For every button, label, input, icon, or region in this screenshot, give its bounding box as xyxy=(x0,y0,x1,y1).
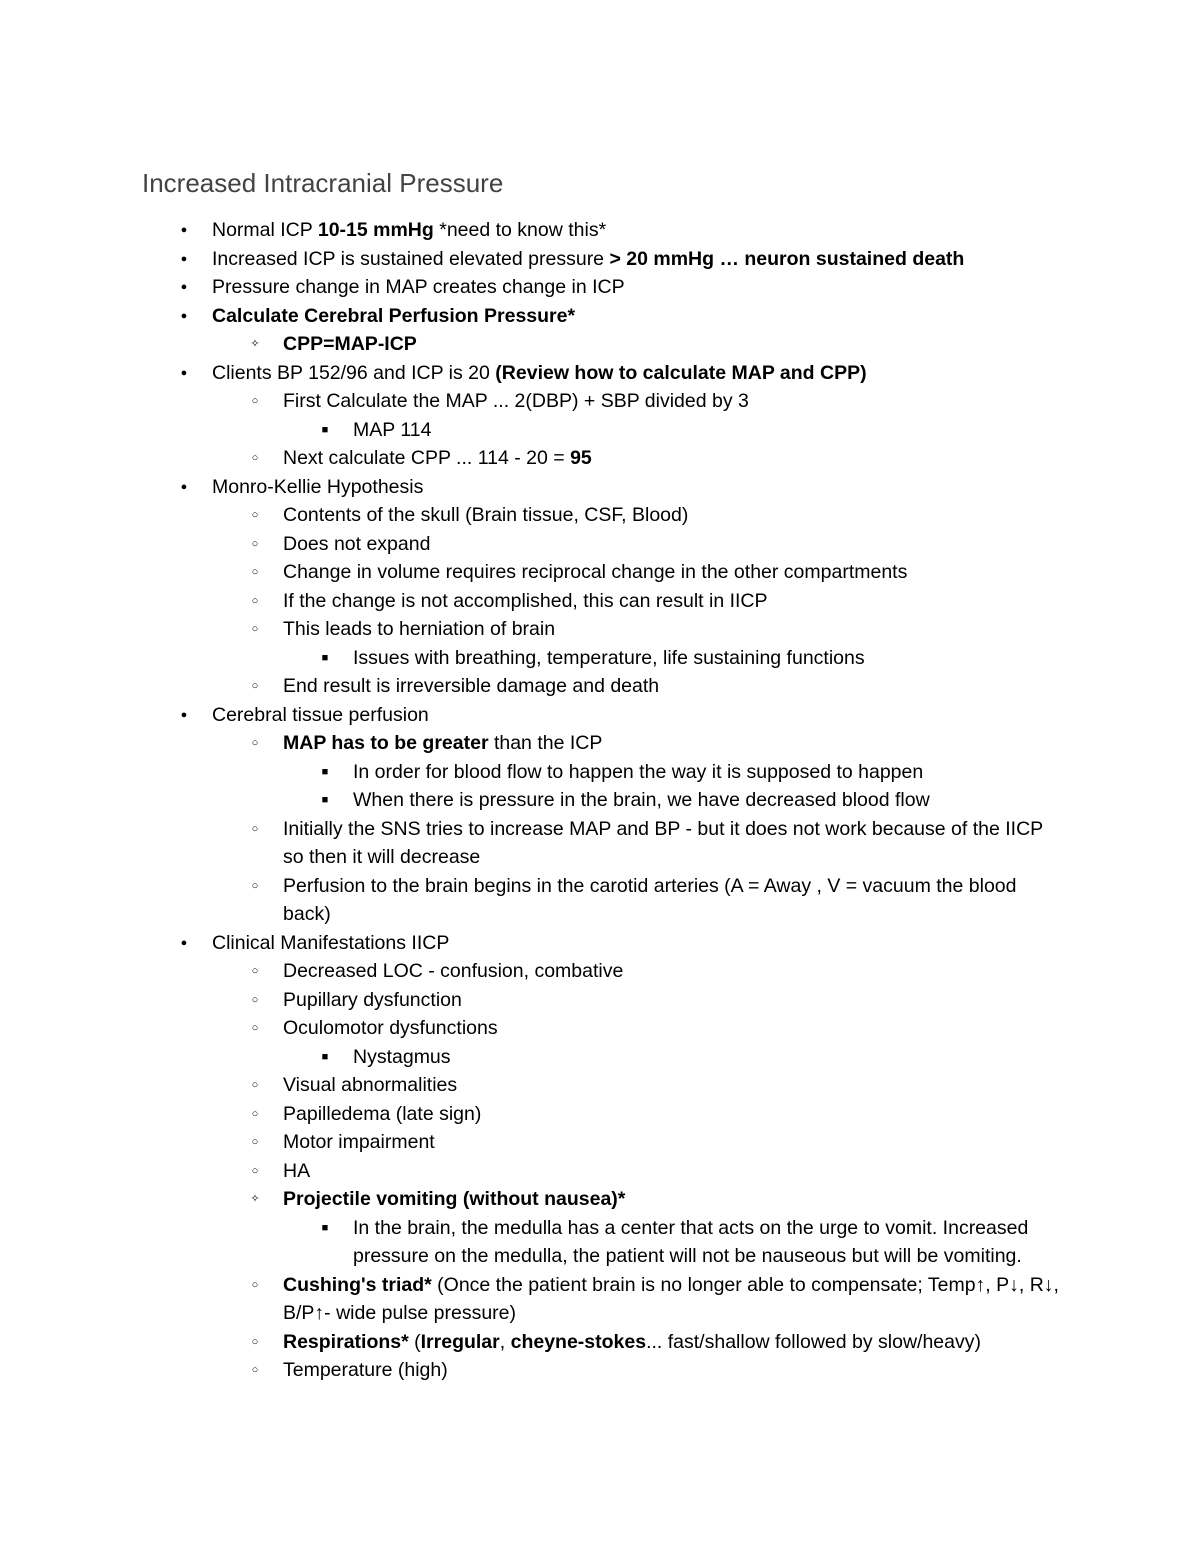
list-item-level-1 xyxy=(0,1271,1200,1328)
text: Clients BP 152/96 and ICP is 20 xyxy=(212,361,496,384)
list-item-level-1 xyxy=(0,1328,1200,1357)
list-item-level-2 xyxy=(0,786,1200,815)
text: Perfusion to the brain begins in the carotid arteries (A = Away , V = vacuum the blood back) xyxy=(283,874,1017,925)
text: ... fast/shallow followed by slow/heavy) xyxy=(646,1330,981,1353)
list-item-level-0 xyxy=(0,245,1200,274)
list-item-level-1 xyxy=(0,615,1200,644)
bullet-icon: ○ xyxy=(251,1022,259,1034)
bullet-icon: ● xyxy=(180,480,188,493)
bold-text: MAP has to be greater xyxy=(283,732,489,754)
text: Temperature (high) xyxy=(283,1359,448,1381)
list-item-level-1 xyxy=(0,1014,1200,1043)
text: , xyxy=(499,1330,511,1353)
bullet-icon: ■ xyxy=(321,1050,329,1063)
text: Papilledema (late sign) xyxy=(283,1102,482,1125)
text: Pressure change in MAP creates change in ICP xyxy=(212,276,625,298)
bullet-icon: ○ xyxy=(251,1164,259,1177)
bold-text: CPP=MAP-ICP xyxy=(283,333,417,355)
text: If the change is not accomplished, this can result in IICP xyxy=(283,589,768,612)
list-item-level-1 xyxy=(0,1356,1200,1385)
bullet-icon: ○ xyxy=(251,537,259,550)
text: (Once the patient brain is no longer able to compensate; Temp↑, P↓, R↓, B/P↑- wide pulse pressure) xyxy=(283,1273,1059,1324)
list-item-level-1 xyxy=(0,872,1200,929)
bullet-icon: ○ xyxy=(251,509,259,521)
text: Monro-Kellie Hypothesis xyxy=(212,475,424,498)
bold-text: 10-15 mmHg xyxy=(317,219,434,241)
bullet-icon: ○ xyxy=(251,1136,259,1148)
list-item-level-1 xyxy=(0,587,1200,616)
bullet-icon: ○ xyxy=(251,993,259,1006)
text: Initially the SNS tries to increase MAP and BP - but it does not work because of the IICP so then it will decrease xyxy=(283,817,1043,868)
list-item-level-1 xyxy=(0,558,1200,587)
list-item-level-0 xyxy=(0,273,1200,302)
list-item-level-1 xyxy=(0,1185,1200,1214)
text: than the ICP xyxy=(488,732,603,754)
text: Pupillary dysfunction xyxy=(283,988,462,1011)
bullet-icon: ○ xyxy=(251,1107,259,1120)
bullet-icon: ● xyxy=(180,366,188,379)
list-item-level-1 xyxy=(0,330,1200,359)
text: In the brain, the medulla has a center that acts on the urge to vomit. Increased pressure on the medulla, the patient will not be nauseous but will be vomiting. xyxy=(353,1216,1029,1267)
text: Visual abnormalities xyxy=(283,1074,458,1096)
list-item-level-1 xyxy=(0,815,1200,872)
bold-text: Cushing's triad* xyxy=(283,1273,432,1296)
bullet-icon: ○ xyxy=(251,395,259,407)
list-item-level-2 xyxy=(0,1214,1200,1271)
list-item-level-2 xyxy=(0,416,1200,445)
list-item-level-0 xyxy=(0,929,1200,958)
list-item-level-1 xyxy=(0,501,1200,530)
bold-text: > 20 mmHg … neuron sustained death xyxy=(609,247,965,270)
list-item-level-0 xyxy=(0,216,1200,245)
list-item-level-1 xyxy=(0,530,1200,559)
text: This leads to herniation of brain xyxy=(283,618,556,640)
list-item-level-1 xyxy=(0,672,1200,701)
bullet-icon: ○ xyxy=(251,566,259,578)
bullet-icon: ○ xyxy=(251,1278,259,1291)
bullet-icon: ● xyxy=(180,936,188,949)
text: Contents of the skull (Brain tissue, CSF, Blood) xyxy=(283,504,689,526)
text: Nystagmus xyxy=(353,1045,451,1068)
bold-text: cheyne-stokes xyxy=(510,1330,647,1353)
bullet-icon: ■ xyxy=(321,1221,329,1234)
text: Increased ICP is sustained elevated pressure xyxy=(212,247,610,270)
bullet-icon: ○ xyxy=(251,594,259,607)
bullet-icon: ● xyxy=(180,252,188,265)
page-title: Increased Intracranial Pressure xyxy=(142,168,504,198)
bold-text: Irregular xyxy=(420,1330,500,1353)
text: Oculomotor dysfunctions xyxy=(283,1017,498,1039)
bullet-icon: ○ xyxy=(251,879,259,892)
list-item-level-1 xyxy=(0,1071,1200,1100)
bold-text: Calculate Cerebral Perfusion Pressure* xyxy=(212,304,576,327)
bold-text: Respirations* xyxy=(283,1330,409,1353)
text: Clinical Manifestations IICP xyxy=(212,931,450,954)
text: Next calculate CPP ... 114 - 20 = xyxy=(283,447,571,469)
text: First Calculate the MAP ... 2(DBP) + SBP divided by 3 xyxy=(283,390,749,412)
text: MAP 114 xyxy=(353,418,432,441)
text: *need to know this* xyxy=(433,219,607,241)
text: Cerebral tissue perfusion xyxy=(212,703,429,726)
list-item-level-1 xyxy=(0,444,1200,473)
list-item-level-1 xyxy=(0,729,1200,758)
bullet-icon: ○ xyxy=(251,822,259,835)
text: Motor impairment xyxy=(283,1131,435,1153)
list-item-level-1 xyxy=(0,1128,1200,1157)
list-item-level-0 xyxy=(0,302,1200,331)
text: End result is irreversible damage and death xyxy=(283,675,660,697)
bullet-icon: ○ xyxy=(251,965,259,977)
bullet-icon: ○ xyxy=(251,1079,259,1091)
list-item-level-1 xyxy=(0,1100,1200,1129)
bullet-icon: ● xyxy=(180,224,188,236)
text: Decreased LOC - confusion, combative xyxy=(283,960,624,982)
bullet-icon: ● xyxy=(180,309,188,322)
list-item-level-1 xyxy=(0,387,1200,416)
list-item-level-2 xyxy=(0,1043,1200,1072)
bullet-icon: ■ xyxy=(321,794,329,806)
list-item-level-1 xyxy=(0,1157,1200,1186)
text: Does not expand xyxy=(283,532,431,555)
text: Normal ICP xyxy=(212,219,318,241)
bullet-icon: ○ xyxy=(251,1335,259,1348)
bullet-icon: ■ xyxy=(321,423,329,436)
list-item-level-0 xyxy=(0,359,1200,388)
list-item-level-1 xyxy=(0,957,1200,986)
bullet-icon: ■ xyxy=(321,765,329,778)
bullet-icon: ● xyxy=(180,281,188,293)
text: In order for blood flow to happen the way it is supposed to happen xyxy=(353,760,924,783)
bullet-icon: ○ xyxy=(251,1364,259,1376)
bold-text: Projectile vomiting (without nausea)* xyxy=(283,1188,626,1210)
text: HA xyxy=(283,1159,311,1182)
star-bullet-icon: ✧ xyxy=(250,1193,260,1205)
text: When there is pressure in the brain, we have decreased blood flow xyxy=(353,789,930,811)
list-item-level-0 xyxy=(0,473,1200,502)
text: ( xyxy=(408,1330,421,1353)
text: Issues with breathing, temperature, life sustaining functions xyxy=(353,646,865,669)
bold-text: (Review how to calculate MAP and CPP) xyxy=(495,361,867,384)
list-item-level-2 xyxy=(0,644,1200,673)
bullet-icon: ■ xyxy=(321,651,329,664)
bold-text: 95 xyxy=(570,447,592,469)
star-bullet-icon: ✧ xyxy=(250,338,260,350)
list-item-level-2 xyxy=(0,758,1200,787)
notes-list xyxy=(0,216,1200,1385)
bullet-icon: ○ xyxy=(251,452,259,464)
list-item-level-1 xyxy=(0,986,1200,1015)
bullet-icon: ○ xyxy=(251,737,259,749)
text: Change in volume requires reciprocal change in the other compartments xyxy=(283,561,908,583)
bullet-icon: ○ xyxy=(251,623,259,635)
bullet-icon: ○ xyxy=(251,680,259,692)
list-item-level-0 xyxy=(0,701,1200,730)
bullet-icon: ● xyxy=(180,708,188,721)
